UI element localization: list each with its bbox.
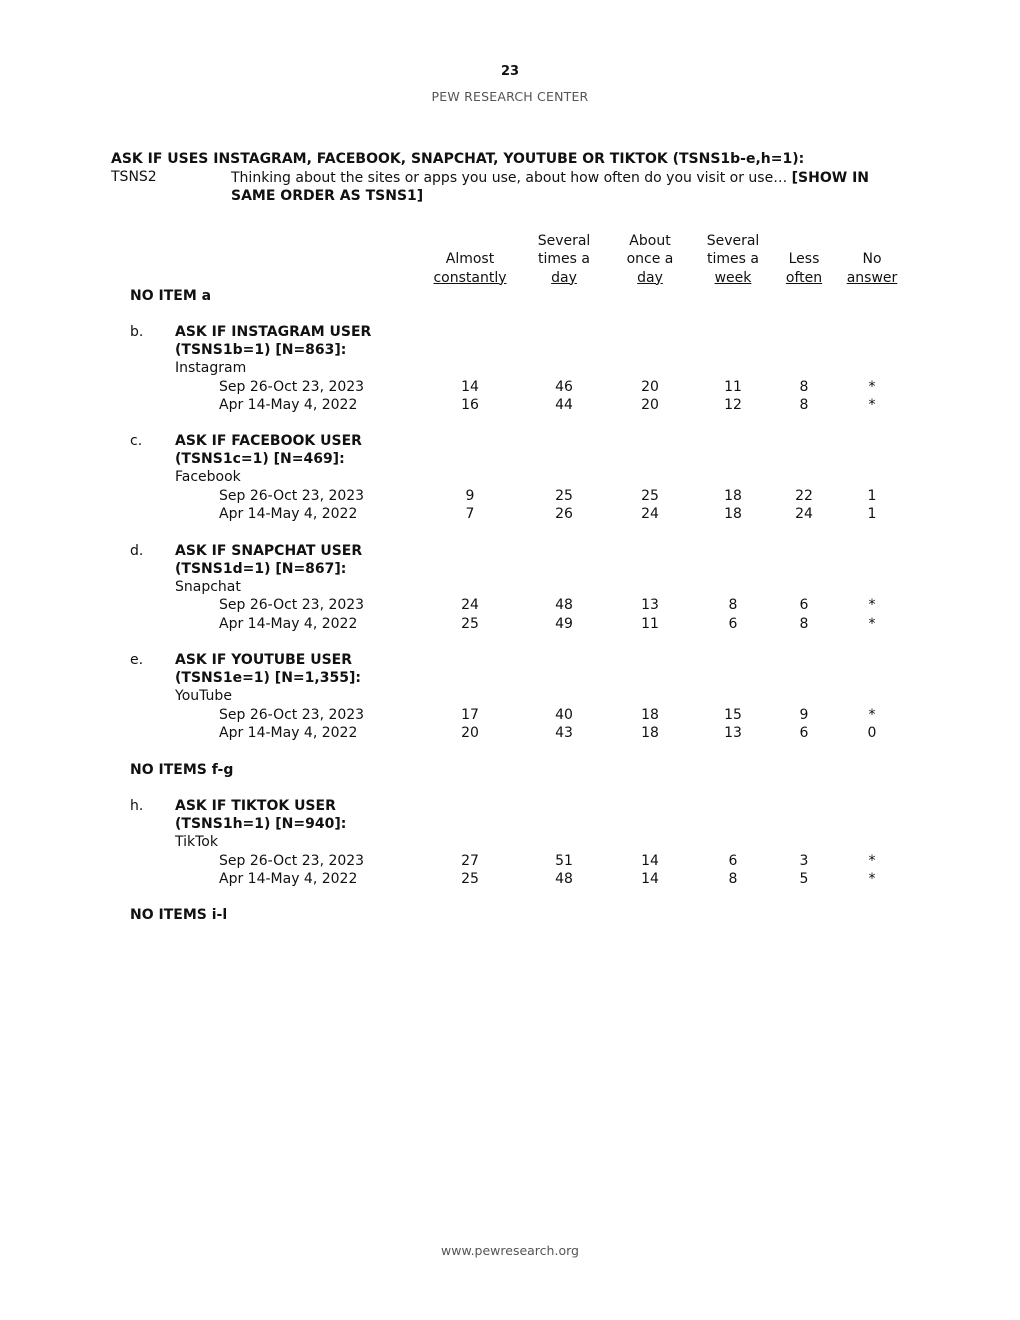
item-letter: c.: [130, 433, 143, 449]
column-header-no-answer: [832, 232, 912, 287]
item-ask-line-2: (TSNS1h=1) [N=940]:: [175, 816, 347, 832]
row-date: Apr 14-May 4, 2022: [219, 871, 358, 887]
item-ask-line-2: (TSNS1b=1) [N=863]:: [175, 342, 347, 358]
cell-less-often: 8: [799, 616, 809, 632]
item-platform: TikTok: [175, 834, 218, 850]
cell-no-answer: *: [868, 871, 876, 887]
column-header-line: times a: [707, 251, 759, 268]
row-date: Sep 26-Oct 23, 2023: [219, 488, 365, 504]
cell-about-once-a-day: 11: [641, 616, 659, 632]
row-date: Apr 14-May 4, 2022: [219, 616, 358, 632]
item-platform: Snapchat: [175, 579, 241, 595]
cell-no-answer: *: [868, 707, 876, 723]
cell-less-often: 6: [799, 597, 809, 613]
cell-no-answer: 0: [867, 725, 877, 741]
row-date: Sep 26-Oct 23, 2023: [219, 597, 365, 613]
cell-several-times-a-week: 6: [728, 853, 738, 869]
cell-almost-constantly: 25: [461, 871, 479, 887]
cell-several-times-a-day: 44: [555, 397, 573, 413]
column-header-underlined: constantly: [433, 269, 507, 286]
column-header-almost-constantly: [420, 232, 520, 287]
cell-about-once-a-day: 14: [641, 871, 659, 887]
cell-no-answer: *: [868, 616, 876, 632]
item-platform: Instagram: [175, 360, 247, 376]
cell-almost-constantly: 20: [461, 725, 479, 741]
column-header-underlined: day: [551, 269, 577, 286]
cell-several-times-a-day: 43: [555, 725, 573, 741]
column-header-line: Several: [706, 233, 760, 249]
cell-several-times-a-day: 46: [555, 379, 573, 395]
cell-less-often: 22: [795, 488, 813, 504]
column-header-line: times a: [538, 251, 590, 268]
item-ask-line-1: ASK IF FACEBOOK USER: [175, 433, 362, 449]
item-letter: b.: [130, 324, 144, 340]
question-id: TSNS2: [111, 169, 157, 185]
cell-no-answer: 1: [867, 506, 877, 522]
cell-less-often: 5: [799, 871, 809, 887]
item-platform: YouTube: [175, 688, 232, 704]
row-date: Sep 26-Oct 23, 2023: [219, 707, 365, 723]
cell-several-times-a-day: 49: [555, 616, 573, 632]
item-ask-line-1: ASK IF TIKTOK USER: [175, 798, 336, 814]
cell-no-answer: *: [868, 379, 876, 395]
cell-no-answer: *: [868, 597, 876, 613]
cell-about-once-a-day: 14: [641, 853, 659, 869]
cell-about-once-a-day: 20: [641, 397, 659, 413]
row-date: Sep 26-Oct 23, 2023: [219, 853, 365, 869]
cell-almost-constantly: 25: [461, 616, 479, 632]
column-header-line: [420, 232, 520, 250]
column-header-line: About: [629, 233, 671, 249]
cell-less-often: 3: [799, 853, 809, 869]
cell-about-once-a-day: 20: [641, 379, 659, 395]
footer-url: www.pewresearch.org: [441, 1243, 579, 1258]
cell-several-times-a-week: 18: [724, 488, 742, 504]
cell-several-times-a-day: 26: [555, 506, 573, 522]
column-header-line: No: [862, 251, 882, 268]
column-header-about-once-a-day: [610, 232, 690, 287]
cell-several-times-a-week: 8: [728, 871, 738, 887]
question-body: Thinking about the sites or apps you use, about how often do you visit or use…: [231, 170, 788, 186]
cell-several-times-a-week: 13: [724, 725, 742, 741]
cell-almost-constantly: 9: [465, 488, 475, 504]
cell-several-times-a-day: 40: [555, 707, 573, 723]
question-text: [231, 169, 911, 205]
item-ask-line-2: (TSNS1d=1) [N=867]:: [175, 561, 347, 577]
cell-almost-constantly: 7: [465, 506, 475, 522]
row-date: Apr 14-May 4, 2022: [219, 725, 358, 741]
cell-several-times-a-day: 25: [555, 488, 573, 504]
cell-several-times-a-week: 6: [728, 616, 738, 632]
item-ask-line-1: ASK IF YOUTUBE USER: [175, 652, 353, 668]
item-ask-line-1: ASK IF SNAPCHAT USER: [175, 543, 363, 559]
cell-almost-constantly: 27: [461, 853, 479, 869]
cell-several-times-a-day: 48: [555, 871, 573, 887]
cell-several-times-a-week: 8: [728, 597, 738, 613]
column-header-less-often: [769, 232, 839, 287]
cell-no-answer: *: [868, 853, 876, 869]
cell-about-once-a-day: 25: [641, 488, 659, 504]
column-header-line: [832, 232, 912, 250]
cell-less-often: 6: [799, 725, 809, 741]
cell-several-times-a-week: 15: [724, 707, 742, 723]
item-letter: e.: [130, 652, 144, 668]
item-letter: h.: [130, 798, 144, 814]
cell-almost-constantly: 24: [461, 597, 479, 613]
cell-less-often: 8: [799, 397, 809, 413]
organization-name: PEW RESEARCH CENTER: [431, 89, 589, 104]
row-date: Apr 14-May 4, 2022: [219, 397, 358, 413]
column-header-underlined: week: [714, 269, 752, 286]
cell-less-often: 9: [799, 707, 809, 723]
item-ask-line-1: ASK IF INSTAGRAM USER: [175, 324, 372, 340]
cell-about-once-a-day: 24: [641, 506, 659, 522]
column-header-several-times-a-week: [688, 232, 778, 287]
cell-several-times-a-week: 12: [724, 397, 742, 413]
column-header-several-times-a-day: [519, 232, 609, 287]
column-header-line: Several: [537, 233, 591, 249]
column-header-underlined: day: [637, 269, 663, 286]
item-ask-line-2: (TSNS1c=1) [N=469]:: [175, 451, 345, 467]
row-date: Sep 26-Oct 23, 2023: [219, 379, 365, 395]
cell-no-answer: *: [868, 397, 876, 413]
ask-instruction: ASK IF USES INSTAGRAM, FACEBOOK, SNAPCHAT, YOUTUBE OR TIKTOK (TSNS1b-e,h=1):: [111, 151, 805, 167]
column-header-underlined: often: [785, 269, 823, 286]
cell-about-once-a-day: 18: [641, 725, 659, 741]
column-header-line: once a: [626, 251, 674, 268]
cell-about-once-a-day: 18: [641, 707, 659, 723]
page-number: 23: [500, 64, 520, 79]
item-letter: d.: [130, 543, 144, 559]
cell-almost-constantly: 16: [461, 397, 479, 413]
no-item-label: NO ITEM a: [130, 288, 212, 304]
cell-almost-constantly: 17: [461, 707, 479, 723]
column-header-line: Less: [788, 251, 820, 268]
cell-several-times-a-day: 51: [555, 853, 573, 869]
no-item-label: NO ITEMS i-l: [130, 907, 228, 923]
cell-several-times-a-week: 18: [724, 506, 742, 522]
column-header-line: Almost: [445, 251, 495, 268]
column-header-underlined: answer: [846, 269, 898, 286]
no-item-label: NO ITEMS f-g: [130, 762, 234, 778]
cell-several-times-a-day: 48: [555, 597, 573, 613]
row-date: Apr 14-May 4, 2022: [219, 506, 358, 522]
cell-about-once-a-day: 13: [641, 597, 659, 613]
question-instruction: [SHOW IN SAME ORDER AS TSNS1]: [231, 170, 869, 204]
cell-several-times-a-week: 11: [724, 379, 742, 395]
cell-almost-constantly: 14: [461, 379, 479, 395]
cell-no-answer: 1: [867, 488, 877, 504]
item-ask-line-2: (TSNS1e=1) [N=1,355]:: [175, 670, 361, 686]
column-header-line: [769, 232, 839, 250]
item-platform: Facebook: [175, 469, 241, 485]
cell-less-often: 24: [795, 506, 813, 522]
cell-less-often: 8: [799, 379, 809, 395]
